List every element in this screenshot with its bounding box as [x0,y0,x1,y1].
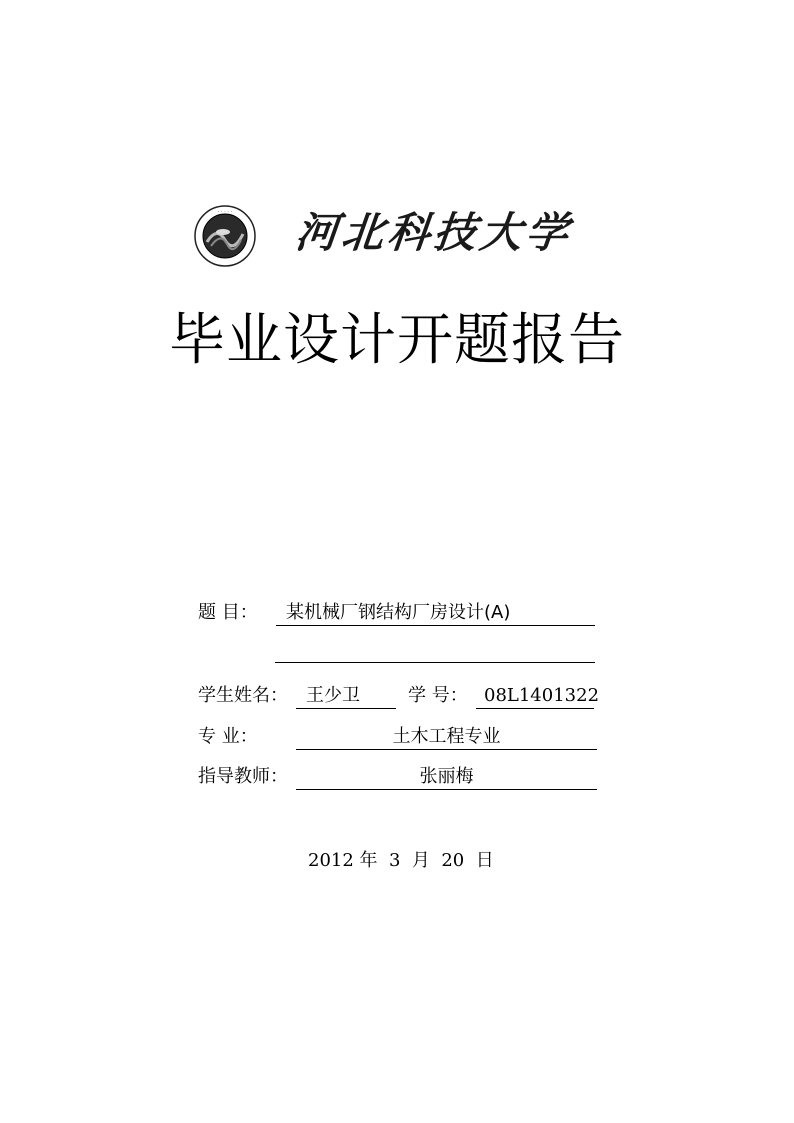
svg-text:· · · · ·: · · · · · [217,209,233,215]
advisor-label: 指导教师： [198,766,288,787]
date-month: 3 [389,850,401,871]
date-year: 2012 [308,850,354,871]
topic-field [276,601,595,626]
topic-field-line2 [275,640,595,663]
university-logo [193,204,257,268]
topic-label: 题 目： [198,602,258,623]
major-label: 专 业： [198,726,258,747]
date-day-unit: 日 [475,850,494,871]
date-year-unit: 年 [359,850,378,871]
student-name-value: 王少卫 [306,685,360,706]
date-day: 20 [441,850,465,871]
report-title: 毕业设计开题报告 [169,308,625,373]
student-name-label: 学生姓名： [198,685,288,706]
student-id-field [476,684,600,709]
university-name: 河北科技大学 [293,208,575,257]
student-id-label: 学 号： [408,685,468,706]
date-month-unit: 月 [411,850,430,871]
major-field [296,725,597,750]
student-id-value: 08L1401322 [484,685,600,706]
major-value: 土木工程专业 [392,726,501,747]
topic-value: 某机械厂钢结构厂房设计(A) [286,602,511,623]
advisor-value: 张丽梅 [419,766,474,787]
report-date [308,849,494,873]
student-name-field [296,684,396,709]
advisor-field [296,765,597,790]
